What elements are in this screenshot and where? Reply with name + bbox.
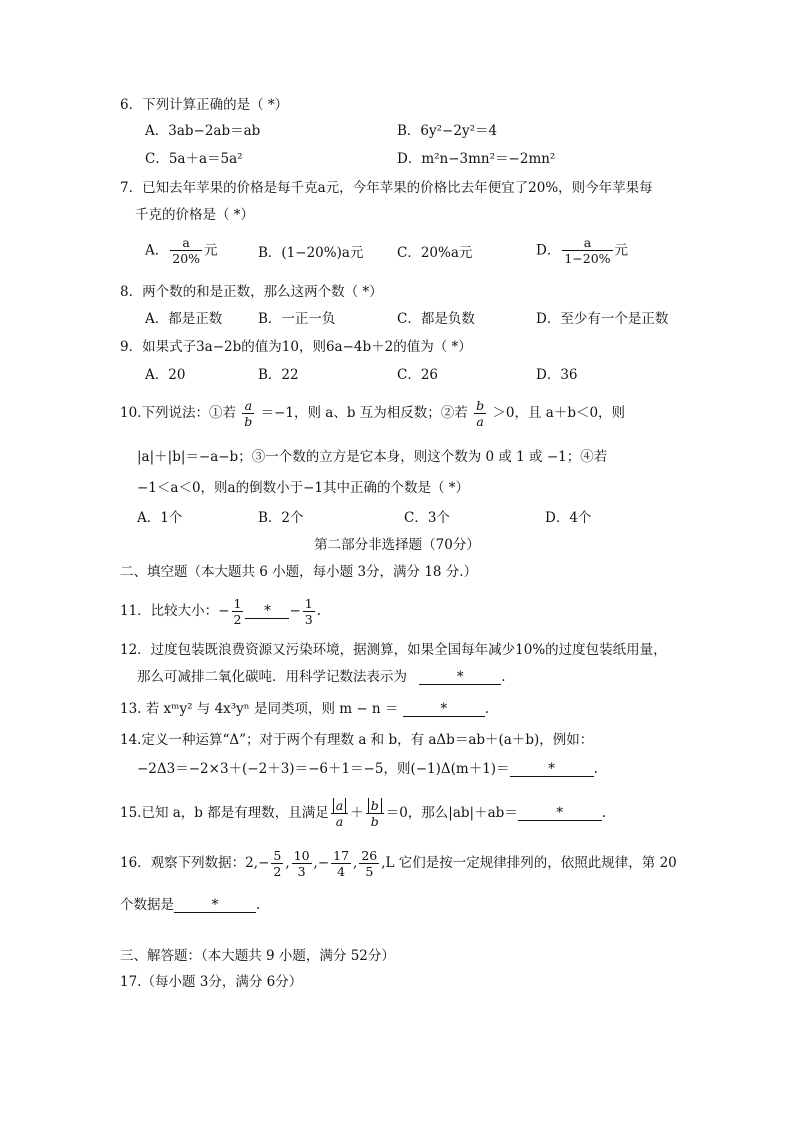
fraction: $\frac{26}{5}$ <box>361 847 378 879</box>
fraction-one-half: $\frac{1}{2}$ <box>233 595 242 627</box>
fraction-numerator: a <box>583 235 592 250</box>
unit: 元 <box>204 242 218 259</box>
q16-end: . <box>256 897 261 913</box>
q14-line1: 14.定义一种运算“Δ”；对于两个有理数 a 和 b，有 aΔb＝ab＋(a＋b)，例如： <box>120 732 594 748</box>
q10-part2: ＝−1，则 a、b 互为相反数；②若 <box>260 405 468 421</box>
q14-blank: * <box>510 762 594 777</box>
q15-blank: * <box>518 806 602 821</box>
q8-option-b: B．一正一负 <box>258 311 336 327</box>
q9-option-d: D．36 <box>536 367 578 383</box>
q16-text: 个数据是 <box>120 897 174 913</box>
q10-line3: −1＜a＜0，则a的倒数小于−1其中正确的个数是（ *） <box>137 480 470 496</box>
q7-option-d <box>536 236 628 266</box>
q10-part1: 10.下列说法：①若 <box>120 405 236 421</box>
q12-text: 那么可减排二氧化碳吨．用科学记数法表示为 <box>137 669 407 685</box>
q8-option-d: D．至少有一个是正数 <box>536 311 669 327</box>
q11-label: 11．比较大小： <box>120 603 219 619</box>
q16-blank: * <box>174 898 256 913</box>
q16-line2 <box>120 896 260 914</box>
q14-text: −2Δ3＝−2×3＋(−2＋3)＝−6＋1＝−5，则(−1)Δ(m＋1)＝ <box>137 761 510 777</box>
q15-part2: ＝0，那么|ab|＋ab＝ <box>385 805 518 821</box>
q9-option-b: B．22 <box>258 367 299 383</box>
fraction <box>562 236 612 266</box>
q6-option-c: C．5a＋a＝5a² <box>145 151 243 167</box>
q13 <box>120 700 489 718</box>
fraction-one-third: $\frac{1}{3}$ <box>304 595 313 627</box>
q10-line2: |a|＋|b|＝−a−b；③一个数的立方是它本身，则这个数为 0 或 1 或 −1；④若 <box>137 449 608 465</box>
q13-text: 13. 若 xᵐy² 与 4x³yⁿ 是同类项，则 m − n ＝ <box>120 701 399 717</box>
q15-end: . <box>601 805 607 821</box>
fraction-abs-b-over-b: $\frac{b}{b}$ <box>366 799 384 829</box>
q10-line1 <box>120 396 625 430</box>
fraction: $\frac{5}{2}$ <box>273 847 282 879</box>
q12-line2 <box>137 668 506 686</box>
unit: 元 <box>614 242 629 259</box>
q15: 15.已知 a，b 都是有理数，且满足 $\frac{a}{a}$ ＋ $\frac{b}{b}$ ＝0，那么|ab|＋ab＝ * . <box>120 797 607 829</box>
fraction: $\frac{10}{3}$ <box>293 847 310 879</box>
q7-option-c: C．20%a元 <box>397 245 473 261</box>
fraction <box>170 236 202 266</box>
fraction-abs-a-over-a: $\frac{a}{a}$ <box>331 799 348 829</box>
q16-part2: ,L 它们是按一定规律排列的，依照此规律，第 20 <box>381 855 677 871</box>
fraction-denominator: 1−20% <box>564 251 611 266</box>
fraction-denominator: 20% <box>172 251 201 266</box>
q6-option-a: A．3ab−2ab＝ab <box>145 123 261 139</box>
q9-stem: 9．如果式子3a−2b的值为10，则6a−4b＋2的值为（ *） <box>120 339 472 355</box>
q8-option-c: C．都是负数 <box>397 311 475 327</box>
q12-end: . <box>501 669 506 685</box>
q9-option-c: C．26 <box>397 367 439 383</box>
q12-line1: 12．过度包装既浪费资源又污染环境，据测算，如果全国每年减少10%的过度包装纸用量， <box>120 642 667 658</box>
section2-heading: 二、填空题（本大题共 6 小题，每小题 3分，满分 18 分.） <box>120 564 478 580</box>
fraction: $\frac{17}{4}$ <box>333 847 350 879</box>
q10-part3: ＞0，且 a＋b＜0，则 <box>492 405 626 421</box>
q15-part1: 15.已知 a，b 都是有理数，且满足 <box>120 805 329 821</box>
fraction-numerator: a <box>182 235 190 250</box>
q10-option-b: B．2个 <box>258 510 304 526</box>
q7-stem-line1: 7．已知去年苹果的价格是每千克a元，今年苹果的价格比去年便宜了20%，则今年苹果每 <box>120 180 653 196</box>
q14-end: . <box>593 761 598 777</box>
q13-end: . <box>484 701 490 717</box>
q11-end: . <box>316 603 322 619</box>
q12-blank: * <box>419 670 501 685</box>
q11-blank: * <box>245 604 289 619</box>
q16-part1: 16．观察下列数据：2, <box>120 855 259 871</box>
q8-stem: 8．两个数的和是正数，那么这两个数（ *） <box>120 284 383 300</box>
q7-option-a-label: A． <box>145 242 169 259</box>
q13-blank: * <box>403 702 485 717</box>
q10-option-d: D．4个 <box>545 510 592 526</box>
section3-heading: 三、解答题：（本大题共 9 小题，满分 52分） <box>120 948 395 964</box>
q10-option-c: C．3个 <box>404 510 450 526</box>
q17-heading: 17.（每小题 3分，满分 6分） <box>120 974 303 990</box>
q9-option-a: A．20 <box>145 367 186 383</box>
q14-line2 <box>137 760 598 778</box>
q8-option-a: A．都是正数 <box>145 311 223 327</box>
q7-stem-line2: 千克的价格是（ *） <box>135 207 255 223</box>
q10-option-a: A．1个 <box>137 510 183 526</box>
q6-option-d: D．m²n−3mn²＝−2mn² <box>397 151 556 167</box>
fraction-b-over-a: $\frac{b}{a}$ <box>476 397 485 429</box>
q7-option-a <box>145 236 218 266</box>
fraction-a-over-b: $\frac{a}{b}$ <box>244 397 253 429</box>
q6-option-b: B．6y²−2y²＝4 <box>397 123 498 139</box>
part2-title: 第二部分非选择题（70分） <box>314 537 480 553</box>
q16-line1: 16．观察下列数据：2,− $\frac{5}{2}$ , $\frac{10}{3}$ ,− $\frac{17}{4}$ , $\frac{26}{5}$ ,L 它们是按一定规律排列的，依照此规律，第 20 <box>120 847 677 879</box>
q11: 11．比较大小：− $\frac{1}{2}$ * − $\frac{1}{3}$ . <box>120 595 322 627</box>
q7-option-d-label: D． <box>536 242 561 259</box>
q7-option-b: B．(1−20%)a元 <box>258 245 364 261</box>
q6-stem: 6．下列计算正确的是（ *） <box>120 97 289 113</box>
